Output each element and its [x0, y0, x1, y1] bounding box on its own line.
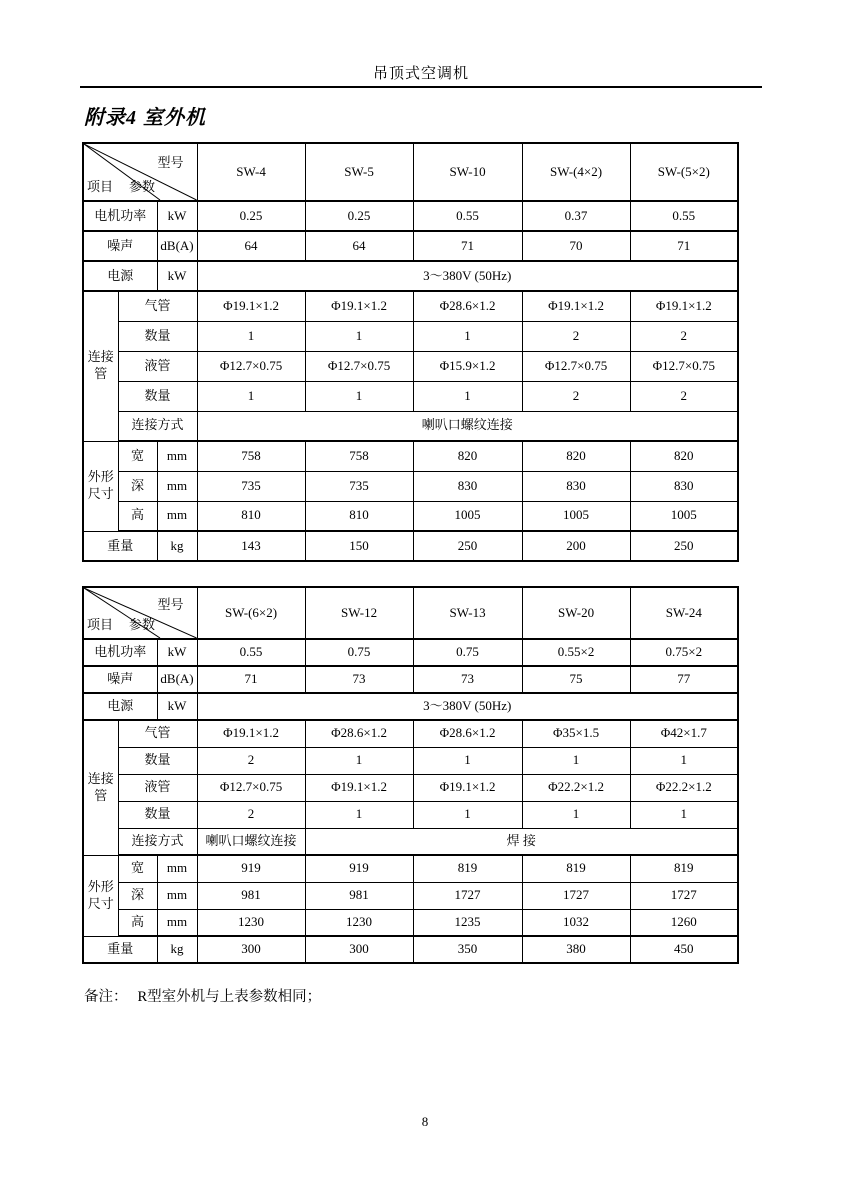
unit-cell: mm	[157, 909, 197, 936]
table-row	[83, 501, 738, 531]
model-header: SW-5	[305, 143, 413, 201]
row-label: 气管	[118, 291, 197, 321]
value-cell: Φ19.1×1.2	[197, 291, 305, 321]
row-label: 电机功率	[83, 201, 157, 231]
value-cell: 3～380V (50Hz)	[197, 261, 738, 291]
table-row	[83, 381, 738, 411]
value-cell: 0.75	[305, 639, 413, 666]
value-cell: 1005	[630, 501, 738, 531]
value-cell: 0.55	[630, 201, 738, 231]
value-cell: 1230	[197, 909, 305, 936]
row-label: 噪声	[83, 666, 157, 693]
unit-cell: kW	[157, 693, 197, 720]
value-cell: 1005	[522, 501, 630, 531]
table-row	[83, 291, 738, 321]
table-row	[83, 441, 738, 471]
value-cell: 0.25	[305, 201, 413, 231]
value-cell: 70	[522, 231, 630, 261]
value-cell: 820	[522, 441, 630, 471]
value-cell: 1	[305, 321, 413, 351]
value-cell: 1	[630, 747, 738, 774]
value-cell: Φ28.6×1.2	[413, 720, 522, 747]
value-cell: 981	[305, 882, 413, 909]
table-row	[83, 828, 738, 855]
value-cell: 喇叭口螺纹连接	[197, 411, 738, 441]
row-label: 宽	[118, 855, 157, 882]
outdoor-unit-table-1	[82, 142, 739, 562]
group-label: 连接管	[83, 720, 118, 855]
value-cell: 735	[305, 471, 413, 501]
table-row	[83, 587, 738, 639]
table-row	[83, 231, 738, 261]
unit-cell: dB(A)	[157, 666, 197, 693]
value-cell: 300	[197, 936, 305, 963]
value-cell: Φ12.7×0.75	[522, 351, 630, 381]
model-header: SW-20	[522, 587, 630, 639]
value-cell: 250	[630, 531, 738, 561]
unit-cell: kW	[157, 261, 197, 291]
value-cell: 71	[197, 666, 305, 693]
value-cell: 830	[630, 471, 738, 501]
table-row	[83, 882, 738, 909]
unit-cell: kg	[157, 936, 197, 963]
value-cell: Φ28.6×1.2	[305, 720, 413, 747]
row-label: 液管	[118, 774, 197, 801]
value-cell: Φ12.7×0.75	[197, 774, 305, 801]
value-cell: 1727	[630, 882, 738, 909]
row-label: 电源	[83, 693, 157, 720]
value-cell: 830	[413, 471, 522, 501]
unit-cell: kg	[157, 531, 197, 561]
value-cell: 1	[413, 747, 522, 774]
table-row	[83, 411, 738, 441]
value-cell: 820	[630, 441, 738, 471]
row-label: 电源	[83, 261, 157, 291]
corner-header-cell	[83, 587, 197, 639]
row-label: 气管	[118, 720, 197, 747]
table-row	[83, 201, 738, 231]
value-cell: 1727	[413, 882, 522, 909]
model-header: SW-4	[197, 143, 305, 201]
corner-model-label: 型号	[157, 155, 184, 170]
value-cell: Φ19.1×1.2	[413, 774, 522, 801]
table-row	[83, 531, 738, 561]
value-cell: 810	[197, 501, 305, 531]
value-cell: Φ28.6×1.2	[413, 291, 522, 321]
value-cell: 0.55	[413, 201, 522, 231]
value-cell: 71	[413, 231, 522, 261]
group-label: 连接管	[83, 291, 118, 441]
row-label: 重量	[83, 531, 157, 561]
value-cell: 200	[522, 531, 630, 561]
value-cell: Φ19.1×1.2	[630, 291, 738, 321]
value-cell: 1	[413, 381, 522, 411]
value-cell: 3～380V (50Hz)	[197, 693, 738, 720]
value-cell: Φ19.1×1.2	[197, 720, 305, 747]
value-cell: 1	[413, 321, 522, 351]
model-header: SW-(5×2)	[630, 143, 738, 201]
corner-model-label: 型号	[157, 597, 184, 612]
table-row	[83, 936, 738, 963]
unit-cell: mm	[157, 501, 197, 531]
model-header: SW-13	[413, 587, 522, 639]
value-cell: 380	[522, 936, 630, 963]
value-cell: 焊 接	[305, 828, 738, 855]
footnote	[84, 985, 321, 1006]
row-label: 电机功率	[83, 639, 157, 666]
value-cell: 1032	[522, 909, 630, 936]
value-cell: 1	[522, 747, 630, 774]
group-label: 外形尺寸	[83, 855, 118, 936]
value-cell: 819	[630, 855, 738, 882]
value-cell: 1	[305, 381, 413, 411]
row-label: 连接方式	[118, 411, 197, 441]
value-cell: 0.55×2	[522, 639, 630, 666]
header-rule	[80, 86, 762, 88]
value-cell: 0.55	[197, 639, 305, 666]
value-cell: Φ19.1×1.2	[522, 291, 630, 321]
model-header: SW-12	[305, 587, 413, 639]
row-label: 数量	[118, 747, 197, 774]
row-label: 高	[118, 909, 157, 936]
footnote-text: R型室外机与上表参数相同；	[137, 989, 322, 1005]
value-cell: 1	[305, 747, 413, 774]
value-cell: 1	[522, 801, 630, 828]
value-cell: 350	[413, 936, 522, 963]
table-row	[83, 855, 738, 882]
corner-item-label: 项目	[87, 617, 114, 633]
row-label: 高	[118, 501, 157, 531]
unit-cell: mm	[157, 855, 197, 882]
value-cell: 758	[305, 441, 413, 471]
value-cell: 1	[305, 801, 413, 828]
value-cell: Φ12.7×0.75	[305, 351, 413, 381]
value-cell: 0.75×2	[630, 639, 738, 666]
row-label: 数量	[118, 801, 197, 828]
row-label: 数量	[118, 321, 197, 351]
value-cell: 150	[305, 531, 413, 561]
value-cell: 64	[305, 231, 413, 261]
row-label: 深	[118, 882, 157, 909]
model-header: SW-10	[413, 143, 522, 201]
page-number: 8	[421, 1114, 429, 1129]
unit-cell: kW	[157, 639, 197, 666]
value-cell: Φ15.9×1.2	[413, 351, 522, 381]
table-row	[83, 693, 738, 720]
row-label: 数量	[118, 381, 197, 411]
value-cell: Φ19.1×1.2	[305, 291, 413, 321]
unit-cell: kW	[157, 201, 197, 231]
value-cell: 1	[630, 801, 738, 828]
value-cell: 919	[197, 855, 305, 882]
value-cell: Φ19.1×1.2	[305, 774, 413, 801]
table-row	[83, 774, 738, 801]
row-label: 重量	[83, 936, 157, 963]
section-title: 附录4 室外机	[84, 107, 206, 129]
table-row	[83, 351, 738, 381]
value-cell: 143	[197, 531, 305, 561]
footnote-label: 备注：	[84, 989, 128, 1005]
corner-param-label: 参数	[129, 617, 156, 633]
value-cell: 1	[197, 381, 305, 411]
value-cell: Φ22.2×1.2	[630, 774, 738, 801]
table-row	[83, 321, 738, 351]
value-cell: 71	[630, 231, 738, 261]
model-header: SW-(4×2)	[522, 143, 630, 201]
value-cell: 喇叭口螺纹连接	[197, 828, 305, 855]
value-cell: 2	[522, 381, 630, 411]
unit-cell: mm	[157, 882, 197, 909]
table-row	[83, 720, 738, 747]
value-cell: 300	[305, 936, 413, 963]
value-cell: 1260	[630, 909, 738, 936]
value-cell: 73	[413, 666, 522, 693]
table-row	[83, 261, 738, 291]
value-cell: 250	[413, 531, 522, 561]
value-cell: 819	[413, 855, 522, 882]
value-cell: Φ12.7×0.75	[197, 351, 305, 381]
unit-cell: dB(A)	[157, 231, 197, 261]
value-cell: 820	[413, 441, 522, 471]
value-cell: 1235	[413, 909, 522, 936]
value-cell: 1230	[305, 909, 413, 936]
unit-cell: mm	[157, 471, 197, 501]
row-label: 宽	[118, 441, 157, 471]
value-cell: 75	[522, 666, 630, 693]
value-cell: 0.75	[413, 639, 522, 666]
value-cell: 1	[413, 801, 522, 828]
value-cell: 758	[197, 441, 305, 471]
table-row	[83, 801, 738, 828]
running-header: 吊顶式空调机	[372, 66, 469, 82]
value-cell: 819	[522, 855, 630, 882]
table-row	[83, 666, 738, 693]
value-cell: 2	[630, 381, 738, 411]
group-label: 外形尺寸	[83, 441, 118, 531]
value-cell: 64	[197, 231, 305, 261]
value-cell: 2	[197, 801, 305, 828]
value-cell: 77	[630, 666, 738, 693]
table-row	[83, 909, 738, 936]
model-header: SW-(6×2)	[197, 587, 305, 639]
value-cell: 830	[522, 471, 630, 501]
table-row	[83, 747, 738, 774]
value-cell: 981	[197, 882, 305, 909]
value-cell: 1	[197, 321, 305, 351]
corner-param-label: 参数	[129, 179, 156, 195]
row-label: 噪声	[83, 231, 157, 261]
unit-cell: mm	[157, 441, 197, 471]
row-label: 深	[118, 471, 157, 501]
value-cell: 0.25	[197, 201, 305, 231]
corner-header-cell	[83, 143, 197, 201]
value-cell: 735	[197, 471, 305, 501]
value-cell: 0.37	[522, 201, 630, 231]
value-cell: 450	[630, 936, 738, 963]
value-cell: 919	[305, 855, 413, 882]
value-cell: 73	[305, 666, 413, 693]
value-cell: 810	[305, 501, 413, 531]
corner-item-label: 项目	[87, 179, 114, 195]
value-cell: Φ42×1.7	[630, 720, 738, 747]
value-cell: 1727	[522, 882, 630, 909]
table-row	[83, 471, 738, 501]
value-cell: 2	[630, 321, 738, 351]
table-row	[83, 143, 738, 201]
value-cell: 2	[197, 747, 305, 774]
value-cell: Φ35×1.5	[522, 720, 630, 747]
value-cell: Φ22.2×1.2	[522, 774, 630, 801]
model-header: SW-24	[630, 587, 738, 639]
outdoor-unit-table-2	[82, 586, 739, 964]
table-row	[83, 639, 738, 666]
value-cell: 1005	[413, 501, 522, 531]
value-cell: 2	[522, 321, 630, 351]
value-cell: Φ12.7×0.75	[630, 351, 738, 381]
row-label: 液管	[118, 351, 197, 381]
row-label: 连接方式	[118, 828, 197, 855]
